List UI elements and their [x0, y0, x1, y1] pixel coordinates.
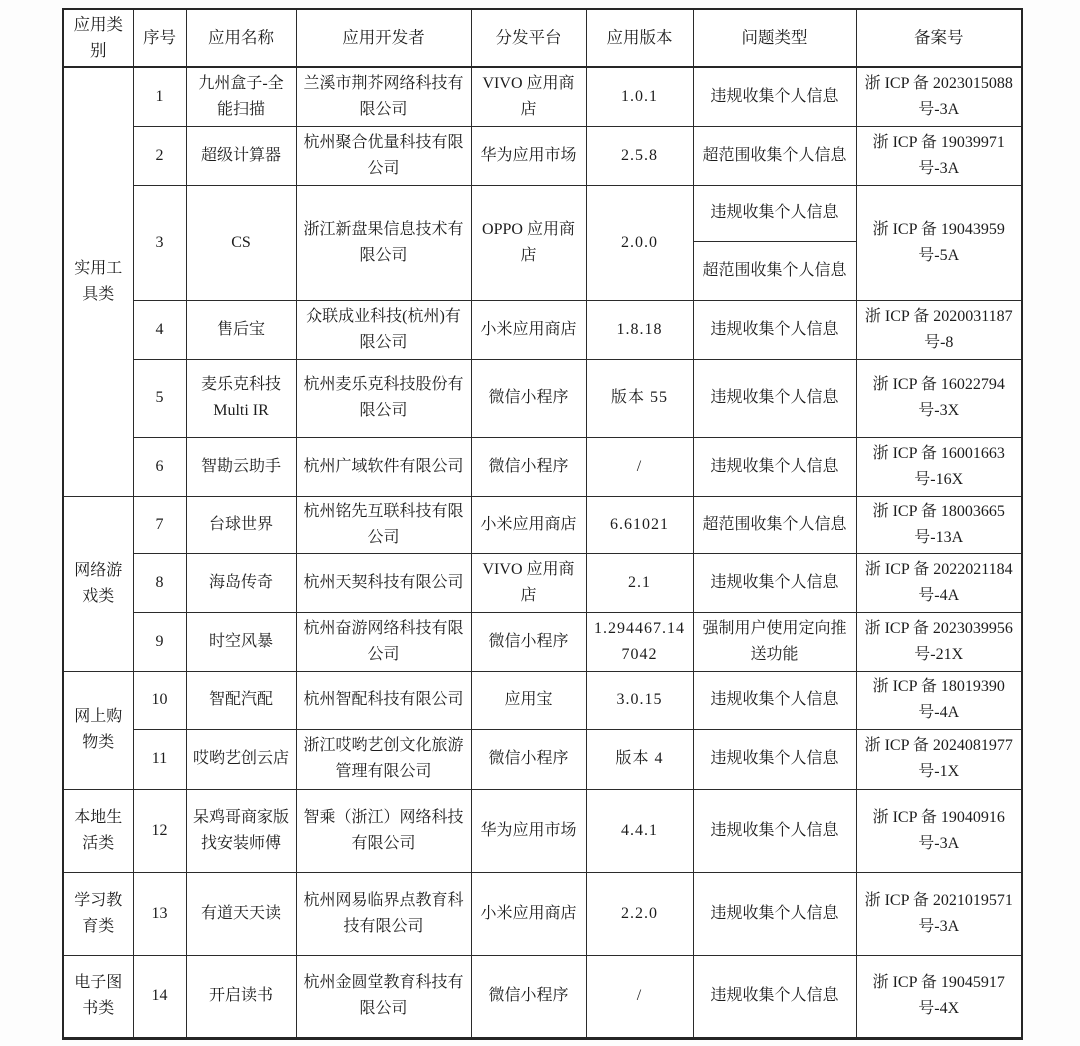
table-row [63, 789, 1022, 872]
app-violation-table [62, 8, 1023, 1040]
cell-app-name: 九州盒子-全能扫描 [186, 67, 296, 126]
cell-version: 版本 4 [586, 729, 693, 789]
cell-seq: 2 [133, 126, 186, 185]
cell-issue-type: 超范围收集个人信息 [693, 126, 856, 185]
cell-record-no: 浙 ICP 备 18019390 号-4A [856, 671, 1022, 729]
cell-app-name: 超级计算器 [186, 126, 296, 185]
cell-platform: 小米应用商店 [471, 496, 586, 553]
table-row [63, 955, 1022, 1038]
cell-issue-type: 违规收集个人信息 [693, 437, 856, 496]
table-row [63, 126, 1022, 185]
cell-category: 网上购物类 [63, 671, 133, 789]
cell-seq: 12 [133, 789, 186, 872]
cell-record-no: 浙 ICP 备 2023015088 号-3A [856, 67, 1022, 126]
col-header-seq: 序号 [133, 9, 186, 67]
cell-app-name: 售后宝 [186, 300, 296, 359]
cell-category: 电子图书类 [63, 955, 133, 1038]
table-row [63, 496, 1022, 553]
cell-record-no: 浙 ICP 备 2024081977 号-1X [856, 729, 1022, 789]
cell-version: / [586, 955, 693, 1038]
cell-seq: 10 [133, 671, 186, 729]
cell-issue-type: 超范围收集个人信息 [693, 241, 856, 300]
cell-issue-type: 违规收集个人信息 [693, 671, 856, 729]
cell-developer: 杭州奋游网络科技有限公司 [296, 612, 471, 671]
cell-version: 3.0.15 [586, 671, 693, 729]
cell-platform: 微信小程序 [471, 612, 586, 671]
cell-developer: 兰溪市荆芥网络科技有限公司 [296, 67, 471, 126]
col-header-record-no: 备案号 [856, 9, 1022, 67]
cell-platform: 微信小程序 [471, 437, 586, 496]
cell-seq: 4 [133, 300, 186, 359]
cell-platform: 应用宝 [471, 671, 586, 729]
cell-app-name: 哎哟艺创云店 [186, 729, 296, 789]
cell-version: 版本 55 [586, 359, 693, 437]
cell-issue-type: 违规收集个人信息 [693, 872, 856, 955]
cell-app-name: 呆鸡哥商家版找安装师傅 [186, 789, 296, 872]
cell-issue-type: 违规收集个人信息 [693, 789, 856, 872]
cell-developer: 杭州网易临界点教育科技有限公司 [296, 872, 471, 955]
table-header-row [63, 9, 1022, 67]
cell-platform: VIVO 应用商店 [471, 67, 586, 126]
cell-record-no: 浙 ICP 备 2022021184 号-4A [856, 553, 1022, 612]
cell-version: 1.0.1 [586, 67, 693, 126]
col-header-app-name: 应用名称 [186, 9, 296, 67]
cell-version: 2.0.0 [586, 185, 693, 300]
cell-record-no: 浙 ICP 备 16022794 号-3X [856, 359, 1022, 437]
cell-version: 2.1 [586, 553, 693, 612]
cell-issue-type: 强制用户使用定向推送功能 [693, 612, 856, 671]
cell-platform: 华为应用市场 [471, 789, 586, 872]
table-row [63, 185, 1022, 241]
cell-seq: 11 [133, 729, 186, 789]
cell-version: 6.61021 [586, 496, 693, 553]
cell-developer: 浙江新盘果信息技术有限公司 [296, 185, 471, 300]
cell-developer: 杭州金圆堂教育科技有限公司 [296, 955, 471, 1038]
col-header-version: 应用版本 [586, 9, 693, 67]
cell-record-no: 浙 ICP 备 2021019571 号-3A [856, 872, 1022, 955]
cell-record-no: 浙 ICP 备 19043959 号-5A [856, 185, 1022, 300]
cell-developer: 智乘（浙江）网络科技有限公司 [296, 789, 471, 872]
table-row [63, 729, 1022, 789]
cell-version: 2.2.0 [586, 872, 693, 955]
cell-app-name: 台球世界 [186, 496, 296, 553]
cell-seq: 1 [133, 67, 186, 126]
cell-platform: VIVO 应用商店 [471, 553, 586, 612]
cell-developer: 杭州麦乐克科技股份有限公司 [296, 359, 471, 437]
cell-app-name: 海岛传奇 [186, 553, 296, 612]
cell-developer: 杭州智配科技有限公司 [296, 671, 471, 729]
col-header-developer: 应用开发者 [296, 9, 471, 67]
cell-seq: 5 [133, 359, 186, 437]
cell-seq: 8 [133, 553, 186, 612]
table-row [63, 300, 1022, 359]
cell-seq: 13 [133, 872, 186, 955]
cell-version: 2.5.8 [586, 126, 693, 185]
col-header-platform: 分发平台 [471, 9, 586, 67]
cell-issue-type: 违规收集个人信息 [693, 67, 856, 126]
cell-app-name: 开启读书 [186, 955, 296, 1038]
cell-category: 学习教育类 [63, 872, 133, 955]
table-row [63, 872, 1022, 955]
cell-version: 4.4.1 [586, 789, 693, 872]
cell-developer: 杭州天契科技有限公司 [296, 553, 471, 612]
cell-record-no: 浙 ICP 备 2020031187 号-8 [856, 300, 1022, 359]
table-row [63, 553, 1022, 612]
cell-app-name: 时空风暴 [186, 612, 296, 671]
cell-developer: 浙江哎哟艺创文化旅游管理有限公司 [296, 729, 471, 789]
cell-seq: 3 [133, 185, 186, 300]
cell-app-name: 麦乐克科技 Multi IR [186, 359, 296, 437]
cell-issue-type: 违规收集个人信息 [693, 955, 856, 1038]
cell-platform: OPPO 应用商店 [471, 185, 586, 300]
cell-record-no: 浙 ICP 备 16001663 号-16X [856, 437, 1022, 496]
cell-developer: 杭州铭先互联科技有限公司 [296, 496, 471, 553]
cell-issue-type: 违规收集个人信息 [693, 553, 856, 612]
cell-app-name: 智勘云助手 [186, 437, 296, 496]
cell-category: 实用工具类 [63, 67, 133, 496]
cell-developer: 杭州聚合优量科技有限公司 [296, 126, 471, 185]
cell-record-no: 浙 ICP 备 2023039956 号-21X [856, 612, 1022, 671]
cell-record-no: 浙 ICP 备 19045917 号-4X [856, 955, 1022, 1038]
cell-app-name: 智配汽配 [186, 671, 296, 729]
cell-platform: 小米应用商店 [471, 300, 586, 359]
cell-issue-type: 违规收集个人信息 [693, 185, 856, 241]
table-row [63, 437, 1022, 496]
col-header-issue-type: 问题类型 [693, 9, 856, 67]
col-header-category: 应用类别 [63, 9, 133, 67]
cell-developer: 杭州广域软件有限公司 [296, 437, 471, 496]
cell-seq: 6 [133, 437, 186, 496]
cell-issue-type: 违规收集个人信息 [693, 359, 856, 437]
cell-platform: 微信小程序 [471, 359, 586, 437]
cell-seq: 7 [133, 496, 186, 553]
table-row [63, 612, 1022, 671]
cell-record-no: 浙 ICP 备 19039971 号-3A [856, 126, 1022, 185]
table-row [63, 359, 1022, 437]
cell-developer: 众联成业科技(杭州)有限公司 [296, 300, 471, 359]
cell-version: / [586, 437, 693, 496]
cell-issue-type: 违规收集个人信息 [693, 729, 856, 789]
cell-issue-type: 超范围收集个人信息 [693, 496, 856, 553]
cell-platform: 微信小程序 [471, 955, 586, 1038]
cell-category: 本地生活类 [63, 789, 133, 872]
cell-version: 1.294467.147042 [586, 612, 693, 671]
cell-category: 网络游戏类 [63, 496, 133, 671]
cell-record-no: 浙 ICP 备 19040916 号-3A [856, 789, 1022, 872]
cell-platform: 小米应用商店 [471, 872, 586, 955]
cell-issue-type: 违规收集个人信息 [693, 300, 856, 359]
cell-platform: 微信小程序 [471, 729, 586, 789]
cell-record-no: 浙 ICP 备 18003665 号-13A [856, 496, 1022, 553]
cell-seq: 14 [133, 955, 186, 1038]
cell-platform: 华为应用市场 [471, 126, 586, 185]
cell-seq: 9 [133, 612, 186, 671]
cell-app-name: 有道天天读 [186, 872, 296, 955]
cell-version: 1.8.18 [586, 300, 693, 359]
table-row [63, 67, 1022, 126]
table-row [63, 671, 1022, 729]
cell-app-name: CS [186, 185, 296, 300]
